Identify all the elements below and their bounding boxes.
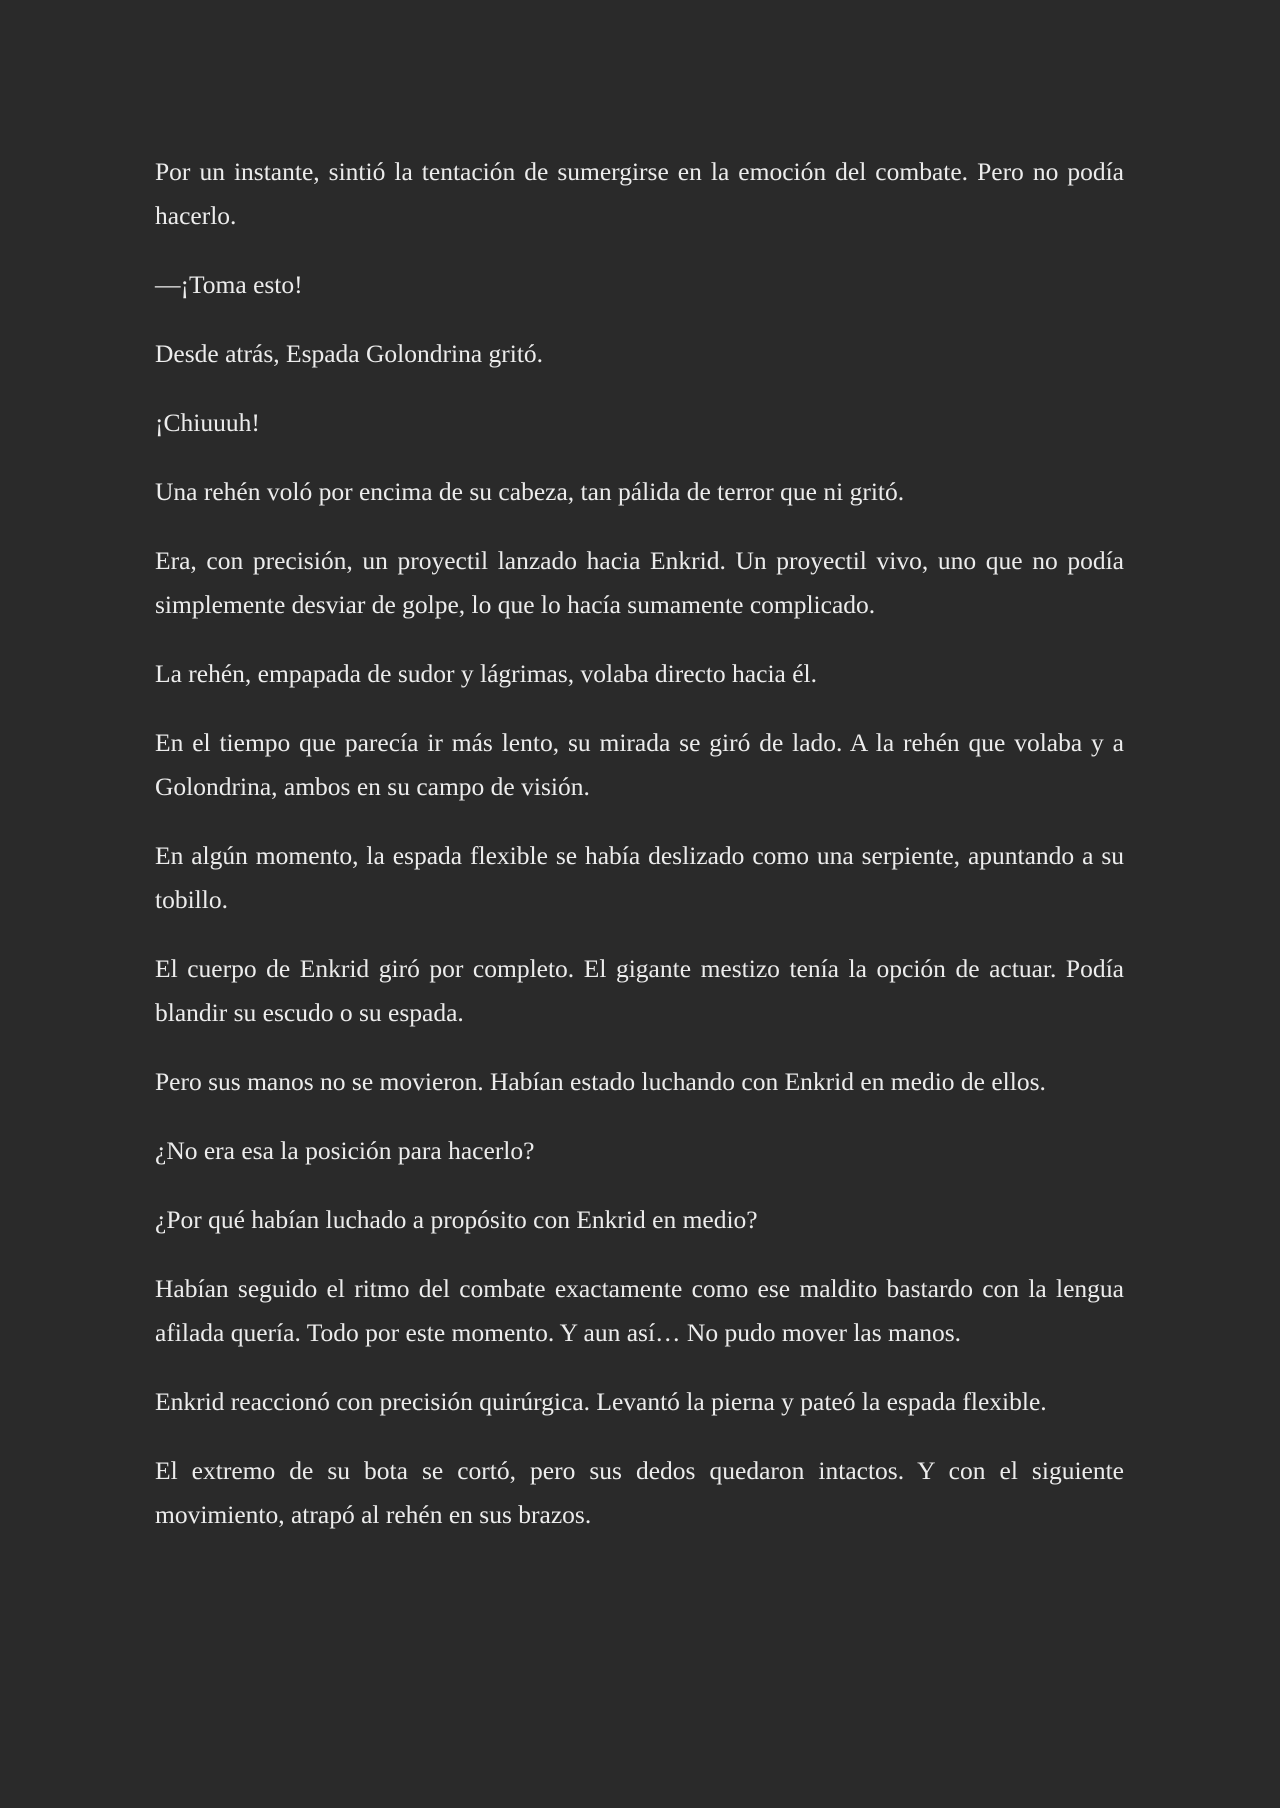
document-page [155, 150, 1124, 1562]
paragraph: Habían seguido el ritmo del combate exactamente como ese maldito bastardo con la lengua afilada quería. Todo por este momento. Y aun así… No pudo mover las manos. [155, 1274, 1124, 1347]
paragraph: —¡Toma esto! [155, 270, 303, 299]
paragraph: Una rehén voló por encima de su cabeza, tan pálida de terror que ni gritó. [155, 477, 905, 506]
paragraph: El cuerpo de Enkrid giró por completo. El gigante mestizo tenía la opción de actuar. Podía blandir su escudo o su espada. [155, 954, 1124, 1027]
paragraph: Desde atrás, Espada Golondrina gritó. [155, 339, 544, 368]
paragraph: ¡Chiuuuh! [155, 408, 260, 437]
paragraph: ¿No era esa la posición para hacerlo? [155, 1136, 535, 1165]
paragraph: El extremo de su bota se cortó, pero sus dedos quedaron intactos. Y con el siguiente movimiento, atrapó al rehén en sus brazos. [155, 1456, 1124, 1529]
paragraph: En algún momento, la espada flexible se había deslizado como una serpiente, apuntando a su tobillo. [155, 841, 1124, 914]
paragraph: Era, con precisión, un proyectil lanzado hacia Enkrid. Un proyectil vivo, uno que no podía simplemente desviar de golpe, lo que lo hacía sumamente complicado. [155, 546, 1124, 619]
paragraph: ¿Por qué habían luchado a propósito con Enkrid en medio? [155, 1205, 758, 1234]
paragraph: Enkrid reaccionó con precisión quirúrgica. Levantó la pierna y pateó la espada flexible. [155, 1387, 1047, 1416]
paragraph: Pero sus manos no se movieron. Habían estado luchando con Enkrid en medio de ellos. [155, 1067, 1046, 1096]
paragraph: Por un instante, sintió la tentación de sumergirse en la emoción del combate. Pero no podía hacerlo. [155, 157, 1124, 230]
paragraph: En el tiempo que parecía ir más lento, su mirada se giró de lado. A la rehén que volaba y a Golondrina, ambos en su campo de visión. [155, 728, 1124, 801]
paragraph: La rehén, empapada de sudor y lágrimas, volaba directo hacia él. [155, 659, 818, 688]
